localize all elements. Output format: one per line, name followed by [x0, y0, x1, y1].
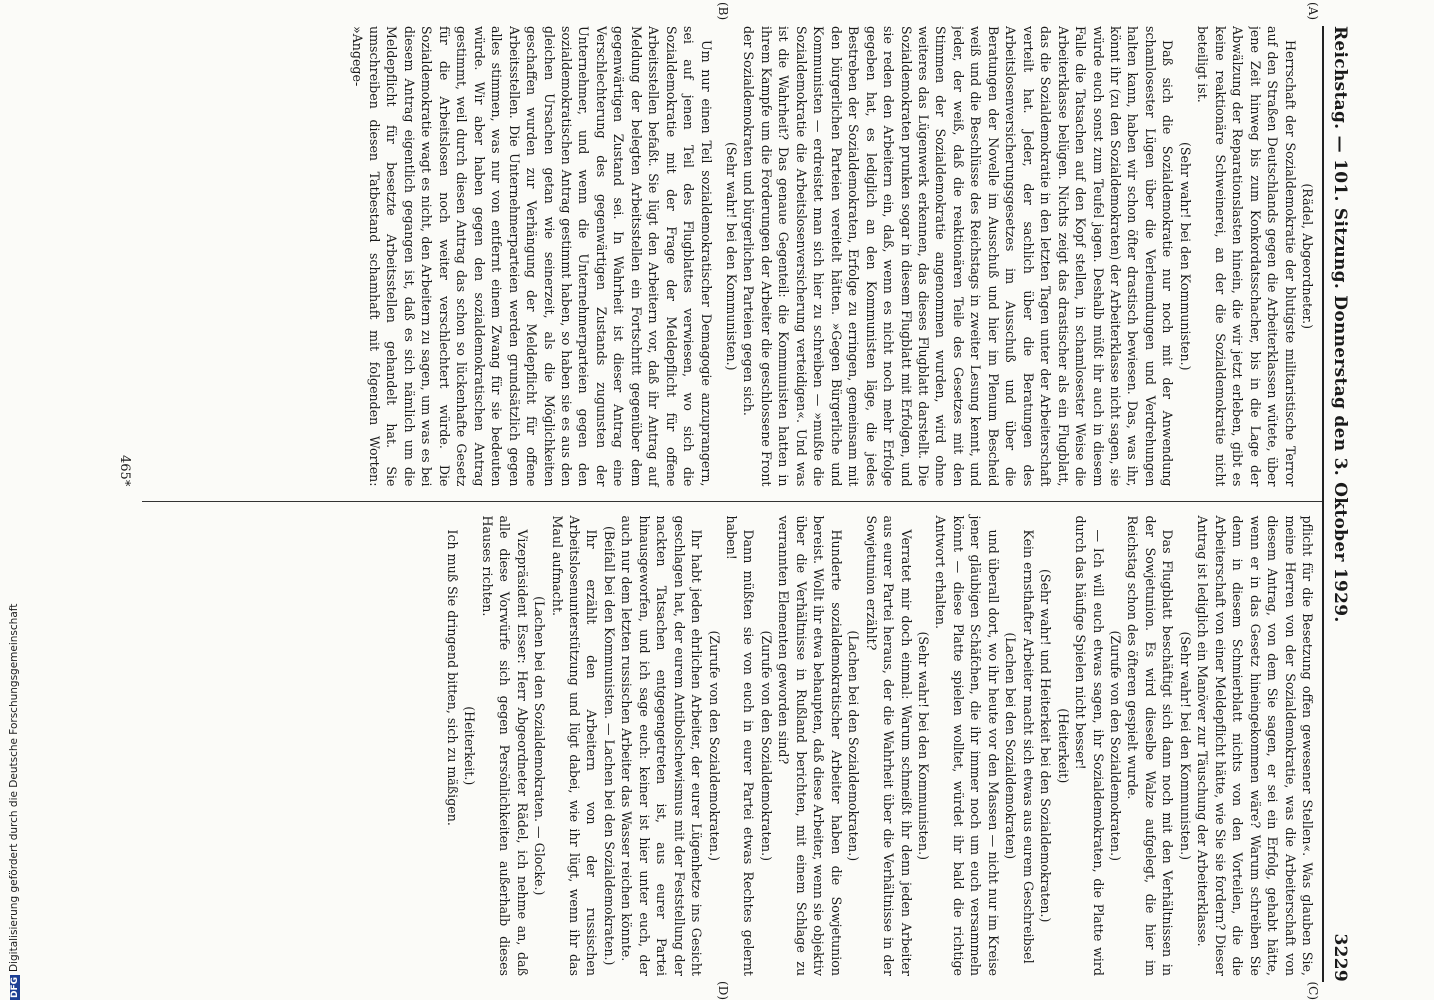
margin-marker-b: (B) [716, 2, 730, 21]
page-header [1324, 26, 1350, 982]
paragraph: Um nur einen Teil sozialdemokratischer Demagogie anzuprangern, sei auf jenen Teil des Flugblattes verwiesen, wo sich die Sozialdemokratie mit der Frage der Meldepflicht für offene Arbeitsstellen befaßt. Sie lügt den Arbeitern vor, daß ihr Antrag auf Meldung der belegten Arbeitsstellen ein Fortschritt gegenüber dem gegenwärtigen Zustand sei. In Wahrheit ist dieser Antrag eine Verschlechterung des gegenwärtigen Zustands zugunsten der Unternehmer, und wenn die Unternehmerparteien gegen den sozialdemokratischen Antrag gestimmt haben, so haben sie es aus den gleichen Ursachen getan wie seinerzeit, als die Möglichkeiten geschaffen wurden zur Verhängung der Meldepflicht für offene Arbeitsstellen. Die Unternehmerparteien werden grundsätzlich gegen alles stimmen, was nur von entfernt einem Zwang für sie bedeuten würde. Wir aber haben gegen den sozialdemokratischen Antrag gestimmt, weil durch diesen Antrag das schon so lückenhafte Gesetz für die Arbeitslosen noch weiter verschlechtert würde. Die Sozialdemokratie wagt es nicht, den Arbeitern zu sagen, um was es bei diesem Antrag eigentlich gegangen ist, daß es sich nämlich um die Meldepflicht für besetzte Arbeitsstellen gehandelt hat. Sie umschreiben diesen Tatbestand schamhaft mit folgenden Worten: »Angege- [349, 26, 714, 487]
interjection: (Lachen bei den Sozialdemokraten. — Glocke.) [532, 596, 548, 896]
paragraph: Daß sich die Sozialdemokratie nur noch mit der Anwendung schamlosester Lügen über die Verleumdungen und Verdrehungen halten kann, haben wir schon öfter drastisch bewiesen. Das, was ihr, könnt ihr (zu den Sozialdemokraten) der Arbeiterklasse nicht sagen, sie würde euch sonst zum Teufel jagen. Deshalb müßt ihr auch in diesem Falle die Tatsachen auf den Kopf stellen, in schamlosester Weise die Arbeiterklasse belügen. Nichts zeigt das drastischer als ein Flugblatt, das die Sozialdemokratie in den letzten Tagen unter der Arbeiterschaft verteilt hat. Jeder, der sachlich über die Beratungen des Arbeitslosenversicherungsgesetzes im Ausschuß und über die Beratungen der Novelle im Ausschuß und hier im Plenum Bescheid weiß und die Beschlüsse des Reichstags in zweiter Lesung kennt, und jeder, der weiß, daß die reaktionären Teile des Gesetzes mit den Stimmen der Sozialdemokratie angenommen wurden, wird ohne weiteres das Lügenwerk erkennen, das dieses Flugblatt darstellt. Die Sozialdemokraten prunken sogar in diesem Flugblatt mit Erfolgen, und sie reden den Arbeitern ein, daß, wenn es nicht noch mehr Erfolge gegeben hat, es lediglich an den Kommunisten läge, die jedes Bestreben der Sozialdemokraten, Erfolge zu erringen, gemeinsam mit den bürgerlichen Parteien vereitelt hätten. »Gegen Bürgerliche und Kommunisten — erdreistet man sich hier zu schreiben — »mußte die Sozialdemokratie die Arbeitslosenversicherung verteidigen«. Und was ist die Wahrheit? Das genaue Gegenteil: die Kommunisten hatten in ihrem Kampfe um die Forderungen der Arbeiter die geschlossene Front der Sozialdemokraten und bürgerlichen Parteien gegen sich. [741, 26, 1176, 487]
paragraph: Ihr erzählt den Arbeitern von der russischen Arbeitslosenunterstützung und lügt dabei, wie ihr lügt, wenn ihr das Maul aufmacht. [549, 515, 600, 976]
interjection: (Zurufe von den Sozialdemokraten.) [1108, 630, 1124, 862]
paragraph: Vizepräsident Esser: Herr Abgeordneter Rädel, ich nehme an, daß alle diese Vorwürfe sich gegen Persönlichkeiten außerhalb dieses Hauses richten. [479, 515, 530, 976]
paragraph: Verratet mir doch einmal: Warum schmeißt ihr denn jeden Arbeiter aus eurer Partei heraus, der die Wahrheit über die Verhältnisse in der Sowjetunion erzählt? [863, 515, 914, 976]
dfg-logo: DFG [10, 976, 20, 998]
margin-marker-d: (D) [716, 981, 730, 1000]
interjection: (Beifall bei den Kommunisten. — Lachen bei den Sozialdemokraten.) [601, 526, 617, 966]
interjection: (Sehr wahr! bei den Kommunisten.) [1177, 631, 1193, 861]
spacer [715, 26, 723, 487]
interjection: (Lachen bei den Sozialdemokraten.) [846, 630, 862, 862]
right-column [142, 501, 1322, 983]
interjection: (Zurufe von den Sozialdemokraten.) [706, 630, 722, 862]
page-number: 3229 [1330, 933, 1350, 982]
margin-marker-c: (C) [1306, 981, 1320, 1000]
margin-marker-a: (A) [1306, 2, 1320, 21]
left-column [142, 26, 1322, 501]
paragraph: Das Flugblatt beschäftigt sich dann noch mit den Verhältnissen in der Sowjetunion. Es wird dieselbe Walze aufgelegt, die hier im Reichstag schon des öfteren gespielt wurde. [1125, 515, 1176, 976]
paragraph: und überall dort, wo ihr heute vor den Massen — nicht nur im Kreise jener gläubigen Schäfchen, die ihr immer noch um euch versammeln könnt — diese Platte spielen wolltet, würdet ihr bald die richtige Antwort erhalten. [933, 515, 1001, 976]
paragraph: Kein ernsthafter Arbeiter macht sich etwas aus eurem Geschreibsel [1020, 529, 1036, 964]
text-columns [142, 2, 1324, 1000]
interjection: (Sehr wahr! bei den Kommunisten.) [916, 631, 932, 861]
interjection: (Lachen bei den Sozialdemokraten) [1003, 632, 1019, 860]
paragraph: — Ich will euch etwas sagen, ihr Sozialdemokraten, die Platte wird durch das häufige Spielen nicht besser! [1073, 515, 1106, 976]
paragraph: Ich muß Sie dringend bitten, sich zu mäßigen. [444, 529, 460, 826]
interjection: (Heiterkeit) [1055, 708, 1071, 784]
paragraph: pflicht für die Besetzung offen gewesener Stellen«. Was glauben Sie, meine Herren von der Sozialdemokratie, was die Arbeiterschaft von diesem Antrag, von dem Sie sagen, er sei ein Erfolg, gehabt hätte, wenn er in das Gesetz hineingekommen wäre? Warum schreiben Sie denn in diesem Schmierblatt nichts von den Vorteilen, die die Arbeiterschaft von einer Meldepflicht hätte, wie Sie sie fordern? Dieser Antrag ist lediglich ein Manöver zur Täuschung der Arbeiterklasse. [1195, 515, 1315, 976]
interjection: (Sehr wahr! bei den Kommunisten.) [1177, 141, 1193, 371]
interjection: (Heiterkeit.) [462, 706, 478, 786]
interjection: (Sehr wahr! bei den Kommunisten.) [724, 141, 740, 371]
interjection: (Rädel, Abgeordneter.) [1300, 183, 1315, 330]
interjection: (Zurufe von den Sozialdemokraten.) [758, 630, 774, 862]
footer-number: 465* [117, 455, 132, 487]
header-title: Reichstag. — 101. Sitzung. Donnerstag den 3. Oktober 1929. [1330, 26, 1350, 623]
paragraph: Hunderte sozialdemokratischer Arbeiter haben die Sowjetunion bereist. Wollt ihr etwa behaupten, daß diese Arbeiter, wenn sie objektiv über die Verhältnisse in Rußland berichten, mit einem Schlage zu verrannten Elementen geworden sind? [776, 515, 844, 976]
interjection: (Sehr wahr! und Heiterkeit bei den Sozialdemokraten.) [1038, 569, 1054, 923]
funding-text: Digitalisierung gefördert durch die Deutsche Forschungsgemeinschaft [8, 603, 20, 972]
paragraph: Herrschaft der Sozialdemokratie der blutigste militaristische Terror auf den Straßen Deutschlands gegen die Arbeiterklassen wütete, über jene Zeit hinweg bis zum Konkordatsschacher, bis in die Lage der Abwälzung der Reparationslasten hinein, die wir jetzt erleben, gibt es keine reaktionäre Schweinerei, an der die Sozialdemokratie nicht beteiligt ist. [1195, 26, 1298, 487]
paragraph: Ihr habt jeden ehrlichen Arbeiter, der eurer Lügenhetze ins Gesicht geschlagen hat, der eurem Antibolschewismus mit der Feststellung der nackten Tatsachen entgegengetreten ist, aus eurer Partei hinausgeworfen, und ich sage euch: keiner ist hier unter euch, der auch nur dem letzten russischen Arbeiter das Wasser reichen könnte. [619, 515, 705, 976]
paragraph: Dann müßten sie von euch in eurer Partei etwas Rechtes gelernt haben! [724, 515, 757, 976]
